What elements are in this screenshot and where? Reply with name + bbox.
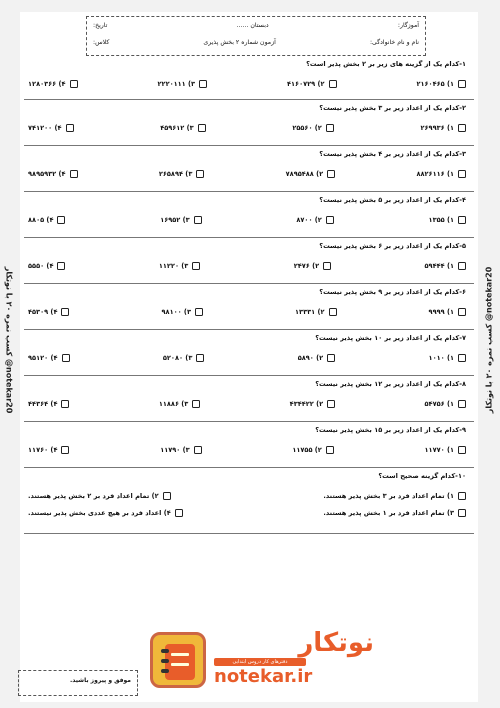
option-4[interactable] [28,509,183,517]
option-1[interactable] [323,492,466,500]
notebook-ring [161,659,169,663]
date-field: تاریخ: [93,22,108,29]
divider [24,283,474,284]
checkbox[interactable] [198,124,206,132]
logo-title: نوتکار [298,628,374,658]
option-label: ۲) ۴۱۶۰۷۲۹ [287,80,325,88]
side-banner-right: کسب نمره ۲۰ با نوتکار @notekar20 [484,266,494,414]
option-4[interactable] [28,80,78,88]
option-2[interactable] [294,262,331,270]
checkbox[interactable] [327,400,335,408]
divider [24,99,474,100]
option-label: ۳) ۲۲۲۰۱۱۱ [157,80,196,88]
option-label: ۳) ۹۸۱۰۰ [161,308,191,316]
checkbox[interactable] [458,354,466,362]
option-label: ۴) اعداد فرد بر هیچ عددی بخش پذیر نیستند. [28,509,171,517]
option-1[interactable] [416,80,466,88]
divider [24,375,474,376]
notebook-icon [150,632,206,688]
option-label: ۳) ۲۶۵۸۹۴ [158,170,193,178]
question-text: ۱-کدام یک از گزینه های زیر بر ۲ بخش پذیر است؟ [306,60,466,68]
options-grid [28,492,466,517]
header-row-1 [93,22,419,29]
divider [24,145,474,146]
class-field: کلاس: [93,39,110,46]
options-row [28,170,466,178]
exam-header [86,16,426,56]
option-label: ۲) ۸۷۰۰ [296,216,322,224]
option-3[interactable] [159,170,205,178]
exam-title: آزمون شماره ۲ بخش پذیری [203,39,276,46]
question-text: ۵-کدام یک از اعداد زیر بر ۶ بخش پذیر نیست؟ [319,242,466,250]
option-2[interactable] [298,354,335,362]
checkbox[interactable] [163,492,171,500]
logo-subtitle: دفترهای کار دروس ابتدایی [214,658,306,666]
checkbox[interactable] [458,216,466,224]
question-text: ۱۰-کدام گزینه صحیح است؟ [378,472,466,480]
checkbox[interactable] [326,124,334,132]
option-1[interactable] [416,170,466,178]
option-2[interactable] [28,492,171,500]
notebook-ring [161,669,169,673]
option-label: ۳) ۴۵۹۶۱۲ [160,124,194,132]
notebook-cover [165,644,195,680]
notebook-line [171,663,189,666]
options-row [28,80,466,88]
option-3[interactable] [323,509,466,517]
notebook-line [171,653,189,656]
option-label: ۳) ۱۱۸۸۶ [158,400,189,408]
question-3 [22,148,472,188]
option-label: ۳) ۱۱۷۹۰ [160,446,190,454]
checkbox[interactable] [199,80,207,88]
option-4[interactable] [28,216,65,224]
option-label: ۲) ۲۵۵۶۰ [292,124,322,132]
question-text: ۴-کدام یک از اعداد زیر بر ۵ بخش پذیر نیست؟ [319,196,466,204]
option-label: ۲) تمام اعداد فرد بر ۲ بخش پذیر هستند. [28,492,159,500]
option-1[interactable] [429,308,466,316]
option-4[interactable] [28,354,69,362]
checkbox[interactable] [57,262,65,270]
option-3[interactable] [160,216,201,224]
checkbox[interactable] [192,262,200,270]
checkbox[interactable] [192,400,200,408]
option-label: ۱) ۹۹۹۹ [428,308,454,316]
option-4[interactable] [28,308,69,316]
option-1[interactable] [425,262,466,270]
options-row [28,509,466,517]
checkbox[interactable] [458,509,466,517]
checkbox[interactable] [66,124,74,132]
question-2 [22,102,472,142]
checkbox[interactable] [62,354,70,362]
side-banner-left: کسب نمره ۲۰ با نوتکار @notekar20 [4,266,14,414]
checkbox[interactable] [458,80,466,88]
notekar-logo [150,628,374,690]
question-text: ۶-کدام یک از اعداد زیر بر ۹ بخش پذیر نیست؟ [319,288,466,296]
divider [24,533,474,534]
question-text: ۹-کدام یک از اعداد زیر بر ۱۵ بخش پذیر نیست؟ [315,426,466,434]
option-label: ۲) ۱۱۷۵۵ [292,446,322,454]
options-row [28,216,466,224]
checkbox[interactable] [458,492,466,500]
option-label: ۱) ۲۶۹۹۳۶ [420,124,454,132]
option-label: ۲) ۴۳۴۴۲۲ [289,400,324,408]
options-row [28,354,466,362]
option-label: ۴) ۴۴۳۶۴ [28,400,58,408]
question-6 [22,286,472,326]
option-label: ۴) ۵۵۵۰ [28,262,54,270]
option-3[interactable] [159,262,200,270]
option-1[interactable] [425,400,466,408]
question-10 [22,470,472,530]
option-4[interactable] [28,170,78,178]
option-label: ۱) ۱۱۷۷۰ [424,446,454,454]
option-3[interactable] [162,308,203,316]
checkbox[interactable] [329,80,337,88]
option-label: ۲) ۵۸۹۰ [297,354,324,362]
checkbox[interactable] [194,216,202,224]
option-label: ۳) ۵۲۰۸۰ [162,354,193,362]
checkbox[interactable] [61,446,69,454]
checkbox[interactable] [458,400,466,408]
option-3[interactable] [163,354,204,362]
checkbox[interactable] [194,446,202,454]
divider [24,237,474,238]
option-1[interactable] [429,354,466,362]
checkbox[interactable] [196,354,204,362]
option-label: ۳) تمام اعداد فرد بر ۱ بخش پذیر هستند. [323,509,454,517]
options-row [28,308,466,316]
option-label: ۱) ۱۳۵۵ [428,216,454,224]
option-label: ۱) ۵۹۴۴۴ [424,262,454,270]
option-2[interactable] [287,80,337,88]
student-name-field: نام و نام خانوادگی: [369,39,419,46]
option-label: ۱) ۸۸۲۶۱۱۶ [416,170,454,178]
option-3[interactable] [160,446,201,454]
option-label: ۴) ۹۸۹۵۹۳۲ [28,170,66,178]
teacher-field: آموزگار: [397,22,419,29]
option-3[interactable] [159,400,200,408]
checkbox[interactable] [327,354,335,362]
option-label: ۲) ۷۸۹۵۴۸۸ [285,170,324,178]
option-2[interactable] [296,216,333,224]
checkbox[interactable] [70,170,78,178]
checkbox[interactable] [57,216,65,224]
option-1[interactable] [421,124,467,132]
divider [24,191,474,192]
question-7 [22,332,472,372]
option-4[interactable] [28,446,69,454]
option-label: ۴) ۱۲۸۰۳۶۶ [28,80,66,88]
option-label: ۱) ۵۴۷۵۶ [424,400,454,408]
question-text: ۷-کدام یک از اعداد زیر بر ۱۰ بخش پذیر نیست؟ [315,334,466,342]
options-row [28,400,466,408]
options-row [28,262,466,270]
options-row [28,124,466,132]
option-label: ۲) ۱۳۳۳۱ [295,308,325,316]
option-label: ۴) ۷۴۱۲۰۰ [28,124,62,132]
checkbox[interactable] [326,446,334,454]
checkbox[interactable] [61,400,69,408]
checkbox[interactable] [458,170,466,178]
notebook-ring [161,649,169,653]
option-2[interactable] [286,170,336,178]
checkbox[interactable] [323,262,331,270]
header-row-2 [93,39,419,46]
option-label: ۴) ۴۵۳۰۹ [28,308,58,316]
checkbox[interactable] [458,262,466,270]
divider [24,329,474,330]
logo-url: notekar.ir [214,666,313,687]
divider [24,467,474,468]
option-2[interactable] [295,308,336,316]
question-5 [22,240,472,280]
option-label: ۳) ۱۱۲۲۰ [158,262,189,270]
question-8 [22,378,472,418]
option-4[interactable] [28,400,69,408]
question-text: ۸-کدام یک از اعداد زیر بر ۱۲ بخش پذیر نیست؟ [315,380,466,388]
option-label: ۱) ۲۱۶۰۴۶۵ [416,80,454,88]
checkbox[interactable] [326,216,334,224]
option-1[interactable] [429,216,466,224]
school-field: دبستان ...... [236,22,269,29]
option-4[interactable] [28,124,74,132]
checkbox[interactable] [195,308,203,316]
divider [24,421,474,422]
checkbox[interactable] [327,170,335,178]
checkbox[interactable] [458,124,466,132]
option-label: ۴) ۱۱۷۶۰ [28,446,58,454]
worksheet-page [20,12,478,702]
option-label: ۳) ۱۶۹۵۲ [160,216,190,224]
option-label: ۱) ۱۰۱۰ [428,354,454,362]
option-3[interactable] [160,124,206,132]
footer-wish: موفق و پیروز باشید. [18,670,138,696]
question-text: ۳-کدام یک از اعداد زیر بر ۴ بخش پذیر نیست؟ [319,150,466,158]
option-2[interactable] [292,446,333,454]
question-4 [22,194,472,234]
checkbox[interactable] [61,308,69,316]
checkbox[interactable] [458,446,466,454]
option-2[interactable] [292,124,333,132]
option-2[interactable] [290,400,336,408]
question-text: ۲-کدام یک از اعداد زیر بر ۳ بخش پذیر نیست؟ [319,104,466,112]
option-3[interactable] [158,80,208,88]
checkbox[interactable] [70,80,78,88]
option-1[interactable] [425,446,466,454]
checkbox[interactable] [329,308,337,316]
checkbox[interactable] [458,308,466,316]
question-9 [22,424,472,464]
question-1 [22,58,472,96]
checkbox[interactable] [196,170,204,178]
option-label: ۴) ۹۵۱۲۰ [28,354,58,362]
option-label: ۱) تمام اعداد فرد بر ۳ بخش پذیر هستند. [323,492,454,500]
checkbox[interactable] [175,509,183,517]
option-label: ۴) ۸۸۰۵ [28,216,54,224]
option-4[interactable] [28,262,65,270]
options-row [28,492,466,500]
option-label: ۲) ۲۴۷۶ [293,262,320,270]
options-row [28,446,466,454]
